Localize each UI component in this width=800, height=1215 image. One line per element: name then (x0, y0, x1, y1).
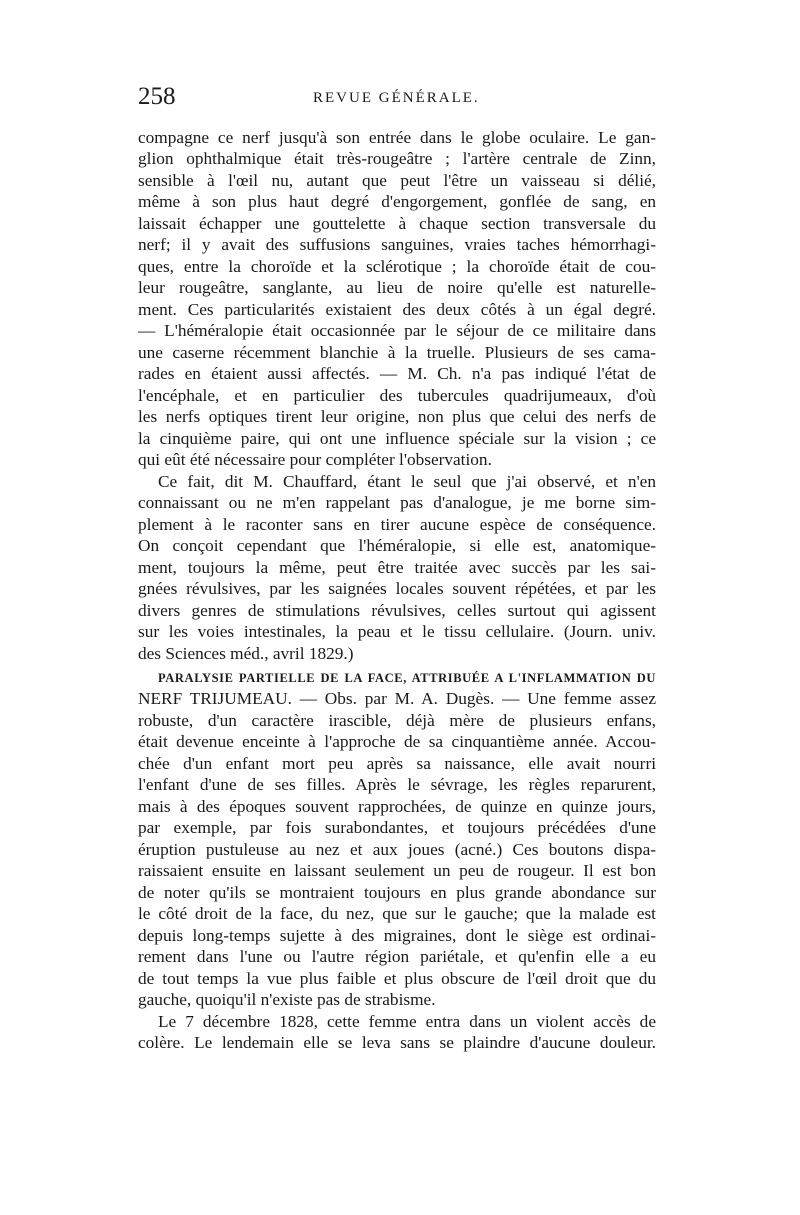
text-line: laissait échapper une gouttelette à chaque section transversale du (138, 214, 656, 233)
text-line: leur rougeâtre, sanglante, au lieu de noire qu'elle est naturelle- (138, 278, 656, 297)
text-line: compagne ce nerf jusqu'à son entrée dans le globe oculaire. Le gan- (138, 128, 656, 147)
text-line: rades en étaient aussi affectés. — M. Ch. n'a pas indiqué l'état de (138, 364, 656, 383)
text-line: gauche, quoiqu'il n'existe pas de strabisme. (138, 990, 436, 1009)
text-line: ment, toujours la même, peut être traitée avec succès par les sai- (138, 558, 656, 577)
text-line: plement à le raconter sans en tirer aucune espèce de conséquence. (138, 515, 656, 534)
running-head: REVUE GÉNÉRALE. (313, 90, 480, 106)
text-line: des Sciences méd., avril 1829.) (138, 644, 354, 663)
text-line: divers genres de stimulations révulsives, celles surtout qui agissent (138, 601, 656, 620)
text-line: ques, entre la choroïde et la sclérotique ; la choroïde était de cou- (138, 257, 656, 276)
text-line: On conçoit cependant que l'héméralopie, si elle est, anatomique- (138, 536, 656, 555)
text-line: ment. Ces particularités existaient des deux côtés à un égal degré. (138, 300, 656, 319)
text-line: mais à des époques souvent rapprochées, de quinze en quinze jours, (138, 797, 656, 816)
text-line: les nerfs optiques tirent leur origine, non plus que celui des nerfs de (138, 407, 656, 426)
text-line: NERF TRIJUMEAU. — Obs. par M. A. Dugès. — Une femme assez (138, 689, 656, 708)
page-header (138, 82, 668, 112)
text-line: sur les voies intestinales, la peau et le tissu cellulaire. (Journ. univ. (138, 622, 656, 641)
text-line: par exemple, par fois surabondantes, et toujours précédées d'une (138, 818, 656, 837)
text-line: nerf; il y avait des suffusions sanguines, vraies taches hémorrhagi- (138, 235, 656, 254)
text-line: le côté droit de la face, du nez, que sur le gauche; que la malade est (138, 904, 656, 923)
text-line: glion ophthalmique était très-rougeâtre ; l'artère centrale de Zinn, (138, 149, 656, 168)
text-line: éruption pustuleuse au nez et aux joues (acné.) Ces boutons dispa- (138, 840, 656, 859)
text-line: — L'héméralopie était occasionnée par le séjour de ce militaire dans (138, 321, 656, 340)
text-line: la cinquième paire, qui ont une influence spéciale sur la vision ; ce (138, 429, 656, 448)
text-line: chée d'un enfant mort peu après sa naissance, elle avait nourri (138, 754, 656, 773)
text-line: même à son plus haut degré d'engorgement, gonflée de sang, en (138, 192, 656, 211)
text-line: l'enfant d'une de ses filles. Après le sévrage, les règles reparurent, (138, 775, 656, 794)
page-number: 258 (138, 83, 176, 110)
text-line: Le 7 décembre 1828, cette femme entra dans un violent accès de (158, 1012, 656, 1031)
text-line: raissaient ensuite en laissant seulement un peu de rougeur. Il est bon (138, 861, 656, 880)
text-line: depuis long-temps sujette à des migraines, dont le siège est ordinai- (138, 926, 656, 945)
text-line: robuste, d'un caractère irascible, déjà mère de plusieurs enfans, (138, 711, 656, 730)
text-line: une caserne récemment blanchie à la truelle. Plusieurs de ses cama- (138, 343, 656, 362)
text-line: gnées révulsives, par les saignées locales souvent répétées, et par les (138, 579, 656, 598)
text-line: colère. Le lendemain elle se leva sans se plaindre d'aucune douleur. (138, 1033, 656, 1052)
text-line: de noter qu'ils se montraient toujours en plus grande abondance sur (138, 883, 656, 902)
text-line: l'encéphale, et en particulier des tubercules quadrijumeaux, d'où (138, 386, 656, 405)
text-line: connaissant ou ne m'en rappelant pas d'analogue, je me borne sim- (138, 493, 656, 512)
text-line: qui eût été nécessaire pour compléter l'observation. (138, 450, 492, 469)
text-line: sensible à l'œil nu, autant que peut l'être un vaisseau si délié, (138, 171, 656, 190)
text-line: rement dans l'une ou l'autre région pariétale, et qu'enfin elle a eu (138, 947, 656, 966)
section-heading: PARALYSIE PARTIELLE DE LA FACE, ATTRIBUÉE A L'INFLAMMATION DU (158, 671, 656, 685)
text-line: Ce fait, dit M. Chauffard, étant le seul que j'ai observé, et n'en (158, 472, 656, 491)
text-line: était devenue enceinte à l'approche de sa cinquantième année. Accou- (138, 732, 656, 751)
text-line: de tout temps la vue plus faible et plus obscure de l'œil droit que du (138, 969, 656, 988)
